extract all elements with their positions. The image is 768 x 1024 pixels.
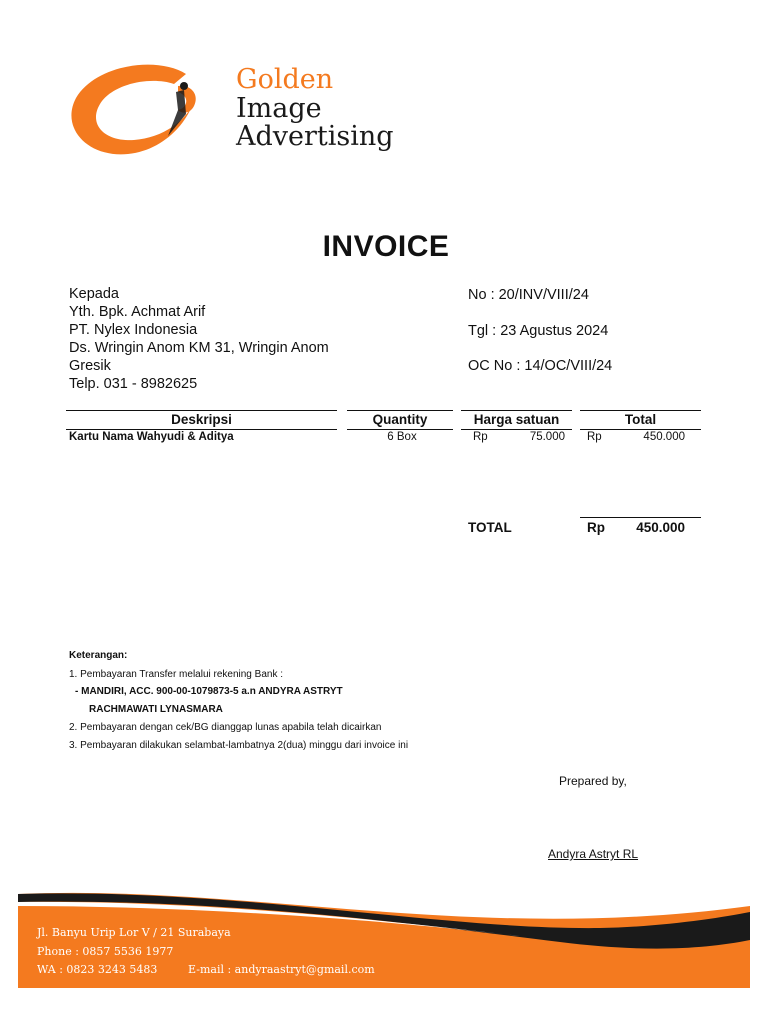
recipient-line: Telp. 031 - 8982625	[69, 376, 198, 392]
grand-total-currency: Rp	[587, 520, 605, 535]
row-price-currency: Rp	[473, 431, 488, 443]
invoice-date: Tgl : 23 Agustus 2024	[468, 323, 609, 339]
column-header-quantity: Quantity	[347, 410, 453, 430]
row-description: Kartu Nama Wahyudi & Aditya	[69, 431, 234, 443]
recipient-line: Kepada	[69, 286, 119, 302]
footer-email: E-mail : andyraastryt@gmail.com	[188, 963, 375, 976]
footer-whatsapp: WA : 0823 3243 5483	[37, 963, 158, 976]
grand-total-label: TOTAL	[468, 520, 512, 535]
recipient-line: PT. Nylex Indonesia	[69, 322, 198, 338]
invoice-number: No : 20/INV/VIII/24	[468, 287, 589, 303]
notes-title: Keterangan:	[69, 650, 128, 661]
recipient-line: Ds. Wringin Anom KM 31, Wringin Anom	[69, 340, 329, 356]
footer-address: Jl. Banyu Urip Lor V / 21 Surabaya	[37, 926, 231, 939]
row-total-value: 450.000	[643, 431, 685, 443]
row-total-currency: Rp	[587, 431, 602, 443]
recipient-line: Gresik	[69, 358, 111, 374]
note-item-3: 3. Pembayaran dilakukan selambat-lambatnya 2(dua) minggu dari invoice ini	[69, 740, 409, 751]
footer-phone: Phone : 0857 5536 1977	[37, 945, 174, 958]
brand-name-line3: Advertising	[236, 121, 394, 152]
column-header-total: Total	[580, 410, 701, 430]
total-divider	[580, 517, 701, 518]
recipient-line: Yth. Bpk. Achmat Arif	[69, 304, 206, 320]
column-header-unit-price: Harga satuan	[461, 410, 572, 430]
brand-name-line2: Image	[236, 93, 322, 124]
column-header-description: Deskripsi	[66, 410, 337, 430]
row-quantity: 6 Box	[387, 431, 417, 443]
note-item-2: 2. Pembayaran dengan cek/BG dianggap lunas apabila telah dicairkan	[69, 722, 382, 733]
page-title: INVOICE	[322, 230, 450, 263]
brand-name-line1: Golden	[236, 64, 334, 95]
brand-logo-icon	[66, 62, 206, 158]
note-bank-line-1: - MANDIRI, ACC. 900-00-1079873-5 a.n ANDYRA ASTRYT	[75, 686, 343, 697]
recipient-block	[69, 285, 329, 393]
signer-name: Andyra Astryt RL	[548, 847, 639, 861]
prepared-by-label: Prepared by,	[559, 774, 627, 788]
note-bank-line-2: RACHMAWATI LYNASMARA	[89, 704, 223, 715]
oc-number: OC No : 14/OC/VIII/24	[468, 358, 613, 374]
grand-total-value: 450.000	[636, 520, 685, 535]
row-price-value: 75.000	[529, 431, 565, 443]
note-item-1: 1. Pembayaran Transfer melalui rekening Bank :	[69, 669, 283, 680]
